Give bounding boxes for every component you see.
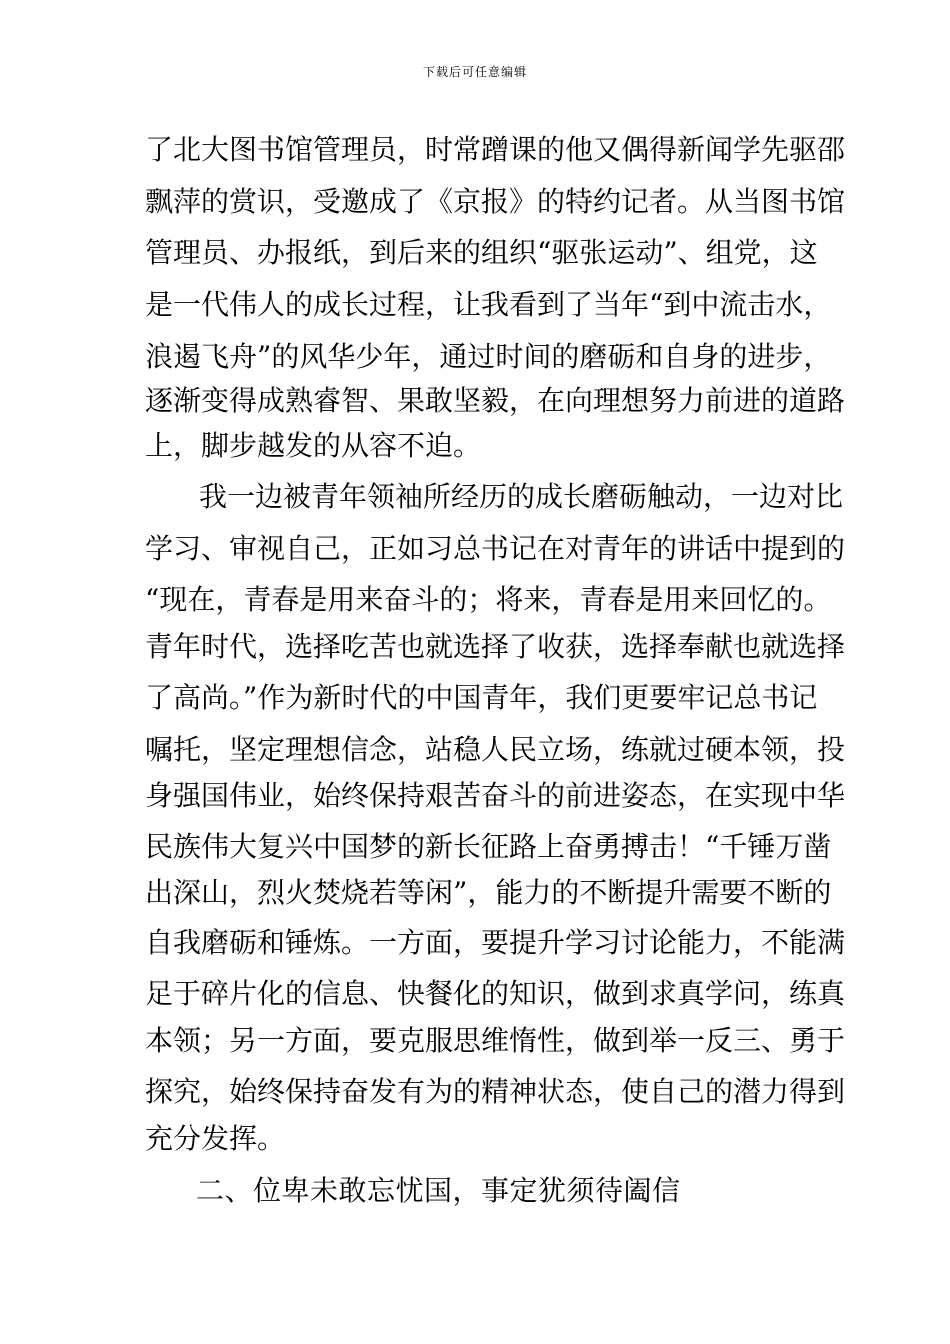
text-line: 浪遏飞舟”的风华少年，通过时间的磨砺和自身的进步， [145,340,832,373]
section-heading: 二、位卑未敢忘忧国，事定犹须待阖信 [196,1174,681,1207]
text-line: 了北大图书馆管理员，时常蹭课的他又偶得新闻学先驱邵 [145,133,846,166]
text-line: 了高尚。”作为新时代的中国青年，我们更要牢记总书记 [145,681,818,714]
text-line: 飘萍的赏识，受邀成了《京报》的特约记者。从当图书馆 [145,185,846,218]
text-line: 是一代伟人的成长过程，让我看到了当年“到中流击水， [145,288,832,321]
text-line: 探究，始终保持奋发有为的精神状态，使自己的潜力得到 [145,1075,846,1108]
text-line: 上，脚步越发的从容不迫。 [145,429,482,462]
text-line: 我一边被青年领袖所经历的成长磨砺触动，一边对比 [199,480,844,513]
text-line: 充分发挥。 [145,1122,286,1155]
text-line: 足于碎片化的信息、快餐化的知识，做到求真学问，练真 [145,977,846,1010]
text-line: 逐渐变得成熟睿智、果敢坚毅，在向理想努力前进的道路 [145,384,846,417]
text-line: 学习、审视自己，正如习总书记在对青年的讲话中提到的 [145,532,846,565]
text-line: 本领；另一方面，要克服思维惰性，做到举一反三、勇于 [145,1024,846,1057]
text-line: 自我磨砺和锤炼。一方面，要提升学习讨论能力，不能满 [145,926,846,959]
text-line: “现在，青春是用来奋斗的；将来，青春是用来回忆的。 [145,583,832,616]
page-header: 下载后可任意编辑 [422,65,527,79]
text-line: 出深山，烈火焚烧若等闲”，能力的不断提升需要不断的 [145,876,832,909]
text-line: 民族伟大复兴中国梦的新长征路上奋勇搏击！“千锤万凿 [145,830,832,863]
text-line: 青年时代，选择吃苦也就选择了收获，选择奉献也就选择 [145,630,846,663]
text-line: 嘱托，坚定理想信念，站稳人民立场，练就过硬本领，投 [145,733,846,766]
text-line: 身强国伟业，始终保持艰苦奋斗的前进姿态，在实现中华 [145,779,846,812]
text-line: 管理员、办报纸，到后来的组织“驱张运动”、组党，这 [145,236,818,269]
